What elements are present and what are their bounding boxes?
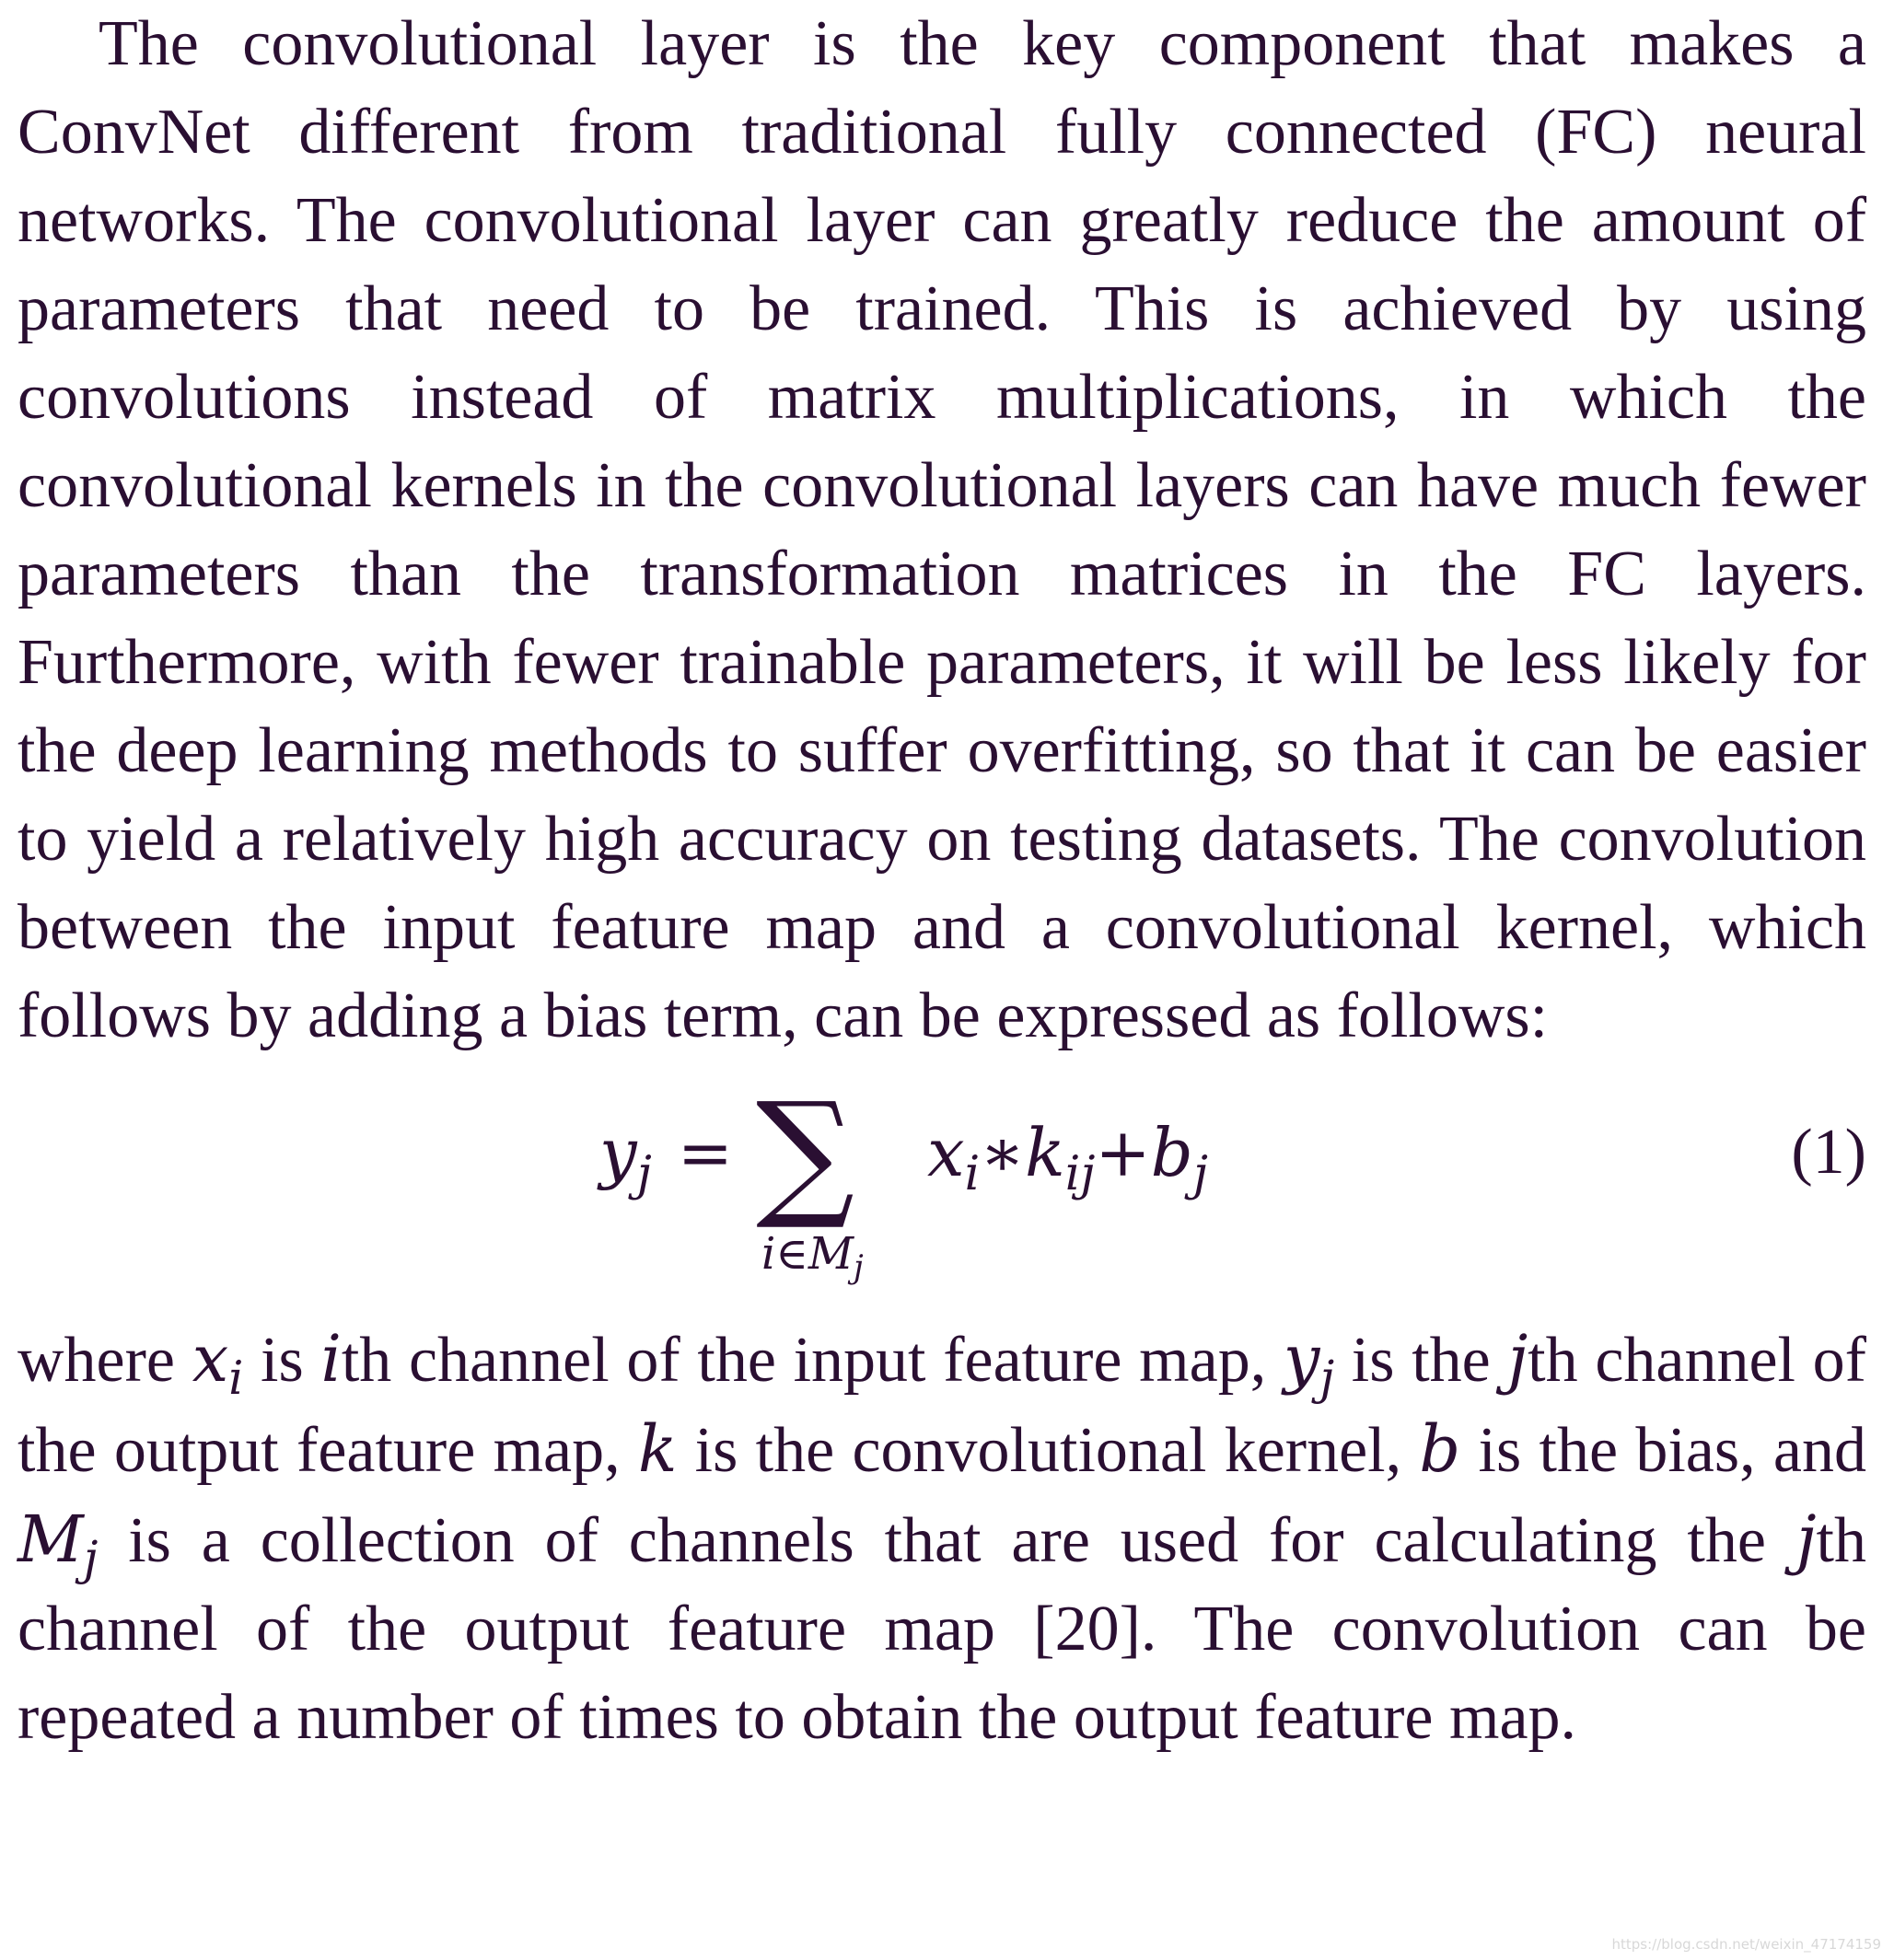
inline-math-x: [192, 1321, 244, 1406]
text-span: where: [17, 1325, 192, 1396]
convolution-operator: ∗: [980, 1114, 1026, 1191]
inline-math-j: j: [1795, 1502, 1817, 1577]
inline-math-y: [1283, 1321, 1335, 1406]
equation-rhs: [927, 1108, 1208, 1201]
text-span: is the: [1334, 1325, 1508, 1396]
text-span: is a collection of channels that are used for calculating the: [98, 1505, 1796, 1576]
equation-1: [17, 1070, 1866, 1307]
k-variable: k: [1025, 1114, 1065, 1191]
sum-index-variable: i: [761, 1228, 776, 1280]
inline-math-i: i: [320, 1321, 342, 1397]
lhs-subscript: j: [636, 1145, 652, 1201]
math-subscript: j: [83, 1531, 99, 1586]
paper-page: [17, 0, 1866, 1762]
math-var: M: [17, 1502, 84, 1577]
text-span: is the bias, and: [1460, 1415, 1866, 1486]
summation-index: [761, 1226, 864, 1286]
x-variable: x: [927, 1114, 965, 1191]
b-variable: b: [1150, 1114, 1193, 1191]
equals-sign: =: [677, 1114, 734, 1191]
math-var: x: [192, 1321, 229, 1397]
inline-math-m: [17, 1502, 99, 1586]
lhs-variable: y: [599, 1114, 637, 1191]
text-span: is the convolutional kernel,: [677, 1415, 1420, 1486]
math-subscript: j: [1319, 1351, 1335, 1406]
equation-number: (1): [1791, 1117, 1866, 1188]
text-span: th channel of the input feature map,: [341, 1325, 1284, 1396]
paragraph-convolutional-layer: The convolutional layer is the key component that makes a ConvNet different from traditional fully connected (FC) neural networks. The convolutional layer can greatly reduce the amount of parameters that need to be trained. This is achieved by using convolutions instead of matrix multiplications, in which the convolutional kernels in the convolutional layers can have much fewer parameters than the transformation matrices in the FC layers. Furthermore, with fewer trainable parameters, it will be less likely for the deep learning methods to suffer overfitting, so that it can be easier to yield a relatively high accuracy on testing datasets. The convolution between the input feature map and a convolutional kernel, which follows by adding a bias term, can be expressed as follows:: [17, 8, 1866, 1051]
k-subscript: ij: [1064, 1145, 1096, 1201]
math-var: y: [1283, 1321, 1320, 1397]
sum-index-set-subscript: j: [854, 1248, 864, 1286]
text-span: th channel of the output feature map [20]. The convolution can be repeated a number of times to obtain the output feature map.: [17, 1505, 1866, 1753]
watermark-url: https://blog.csdn.net/weixin_47174159: [1611, 1936, 1881, 1953]
b-subscript: j: [1192, 1145, 1208, 1201]
inline-math-k: k: [637, 1411, 678, 1487]
plus-sign: +: [1095, 1114, 1151, 1191]
element-of-symbol: ∈: [775, 1228, 808, 1280]
paragraph-variable-definitions: [17, 1315, 1866, 1762]
inline-math-b: b: [1419, 1411, 1461, 1487]
equation-lhs: [599, 1108, 759, 1201]
text-span: is: [243, 1325, 321, 1396]
summation-symbol: ∑: [756, 1073, 855, 1234]
sum-index-set: M: [808, 1228, 854, 1280]
inline-math-j: j: [1507, 1321, 1528, 1397]
x-subscript: i: [964, 1145, 981, 1201]
math-subscript: i: [228, 1351, 244, 1406]
text-span: th channel of the output feature map,: [17, 1325, 1866, 1486]
